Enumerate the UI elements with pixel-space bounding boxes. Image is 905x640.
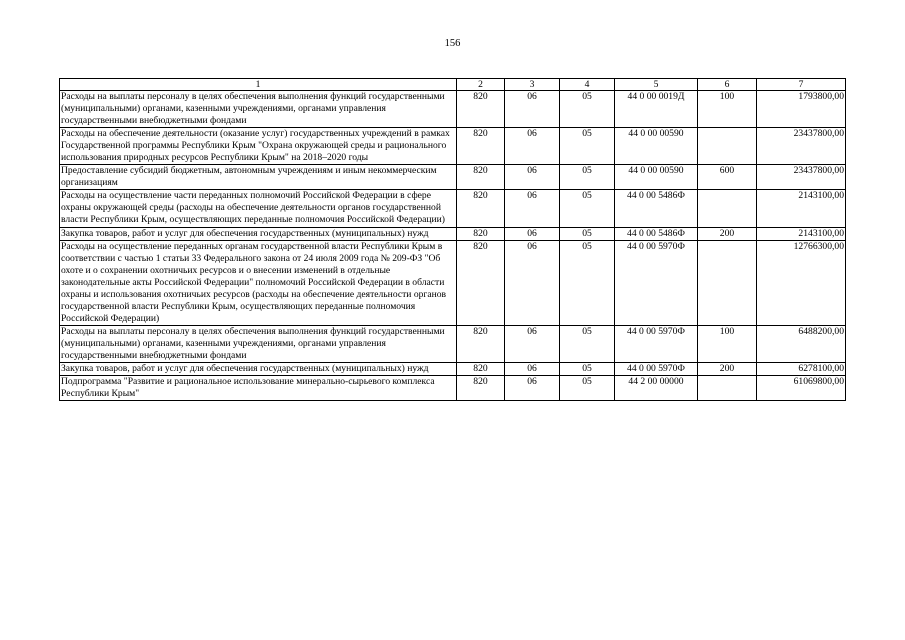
expense-type-cell: 200 [698, 227, 757, 240]
target-article-cell: 44 0 00 00590 [615, 128, 698, 165]
amount-cell: 61069800,00 [757, 376, 846, 401]
column-header: 3 [505, 79, 560, 91]
table-row [60, 363, 846, 376]
subsection-code-cell: 05 [560, 376, 615, 401]
target-article-cell: 44 0 00 5486Ф [615, 190, 698, 227]
expense-type-cell [698, 190, 757, 227]
expense-type-cell: 100 [698, 91, 757, 128]
subsection-code-cell: 05 [560, 128, 615, 165]
subsection-code-cell: 05 [560, 227, 615, 240]
column-header: 1 [60, 79, 457, 91]
table-row [60, 190, 846, 227]
row-name-cell: Расходы на обеспечение деятельности (оказание услуг) государственных учреждений в рамках Государственной программы Республики Крым "Охрана окружающей среды и рационального использования природных ресурсов Республики Крым" на 2018–2020 годы [60, 128, 457, 165]
section-code-cell: 06 [505, 376, 560, 401]
column-header: 6 [698, 79, 757, 91]
subsection-code-cell: 05 [560, 91, 615, 128]
table-row [60, 91, 846, 128]
row-name-cell: Расходы на выплаты персоналу в целях обеспечения выполнения функций государственными (муниципальными) органами, казенными учреждениями, органами управления государственными внебюджетными фондами [60, 325, 457, 362]
row-name-cell: Закупка товаров, работ и услуг для обеспечения государственных (муниципальных) нужд [60, 227, 457, 240]
row-name-cell: Расходы на выплаты персоналу в целях обеспечения выполнения функций государственными (муниципальными) органами, казенными учреждениями, органами управления государственными внебюджетными фондами [60, 91, 457, 128]
column-header: 2 [457, 79, 505, 91]
target-article-cell: 44 0 00 5970Ф [615, 325, 698, 362]
target-article-cell: 44 0 00 0019Д [615, 91, 698, 128]
row-name-cell: Предоставление субсидий бюджетным, автономным учреждениям и иным некоммерческим организациям [60, 165, 457, 190]
subsection-code-cell: 05 [560, 363, 615, 376]
row-name-cell: Закупка товаров, работ и услуг для обеспечения государственных (муниципальных) нужд [60, 363, 457, 376]
amount-cell: 23437800,00 [757, 128, 846, 165]
table-row [60, 325, 846, 362]
table-row [60, 165, 846, 190]
amount-cell: 2143100,00 [757, 227, 846, 240]
expense-type-cell: 600 [698, 165, 757, 190]
amount-cell: 23437800,00 [757, 165, 846, 190]
subsection-code-cell: 05 [560, 190, 615, 227]
expense-type-cell [698, 376, 757, 401]
expense-type-cell: 200 [698, 363, 757, 376]
table-row [60, 227, 846, 240]
amount-cell: 6488200,00 [757, 325, 846, 362]
subsection-code-cell: 05 [560, 165, 615, 190]
table-row [60, 376, 846, 401]
target-article-cell: 44 0 00 5486Ф [615, 227, 698, 240]
ministry-code-cell: 820 [457, 165, 505, 190]
page-number: 156 [444, 38, 461, 49]
subsection-code-cell: 05 [560, 325, 615, 362]
row-name-cell: Расходы на осуществление переданных органам государственной власти Республики Крым в соответствии с частью 1 статьи 33 Федерального закона от 24 июля 2009 года № 209-ФЗ "Об охоте и о сохранении охотничьих ресурсов и о внесении изменений в отдельные законодательные акты Российской Федерации" полномочий Российской Федерации в области охраны и использования охотничьих ресурсов (расходы на обеспечение деятельности органов государственной власти Республики Крым, осуществляющих переданные полномочия Российской Федерации) [60, 240, 457, 325]
row-name-cell: Подпрограмма "Развитие и рациональное использование минерально-сырьевого комплекса Республики Крым" [60, 376, 457, 401]
section-code-cell: 06 [505, 363, 560, 376]
amount-cell: 2143100,00 [757, 190, 846, 227]
table-row [60, 240, 846, 325]
table-row [60, 128, 846, 165]
section-code-cell: 06 [505, 227, 560, 240]
column-header: 5 [615, 79, 698, 91]
section-code-cell: 06 [505, 190, 560, 227]
column-header: 7 [757, 79, 846, 91]
amount-cell: 12766300,00 [757, 240, 846, 325]
target-article-cell: 44 2 00 00000 [615, 376, 698, 401]
row-name-cell: Расходы на осуществление части переданных полномочий Российской Федерации в сфере охраны окружающей среды (расходы на обеспечение деятельности органов государственной власти Республики Крым, осуществляющих переданные полномочия Российской Федерации) [60, 190, 457, 227]
ministry-code-cell: 820 [457, 190, 505, 227]
section-code-cell: 06 [505, 91, 560, 128]
subsection-code-cell: 05 [560, 240, 615, 325]
section-code-cell: 06 [505, 325, 560, 362]
target-article-cell: 44 0 00 00590 [615, 165, 698, 190]
ministry-code-cell: 820 [457, 227, 505, 240]
section-code-cell: 06 [505, 165, 560, 190]
amount-cell: 1793800,00 [757, 91, 846, 128]
ministry-code-cell: 820 [457, 376, 505, 401]
header-row [60, 79, 846, 91]
budget-table [59, 78, 846, 401]
target-article-cell: 44 0 00 5970Ф [615, 240, 698, 325]
ministry-code-cell: 820 [457, 91, 505, 128]
section-code-cell: 06 [505, 128, 560, 165]
ministry-code-cell: 820 [457, 128, 505, 165]
expense-type-cell: 100 [698, 325, 757, 362]
expense-type-cell [698, 128, 757, 165]
section-code-cell: 06 [505, 240, 560, 325]
ministry-code-cell: 820 [457, 240, 505, 325]
expense-type-cell [698, 240, 757, 325]
column-header: 4 [560, 79, 615, 91]
ministry-code-cell: 820 [457, 363, 505, 376]
target-article-cell: 44 0 00 5970Ф [615, 363, 698, 376]
ministry-code-cell: 820 [457, 325, 505, 362]
amount-cell: 6278100,00 [757, 363, 846, 376]
